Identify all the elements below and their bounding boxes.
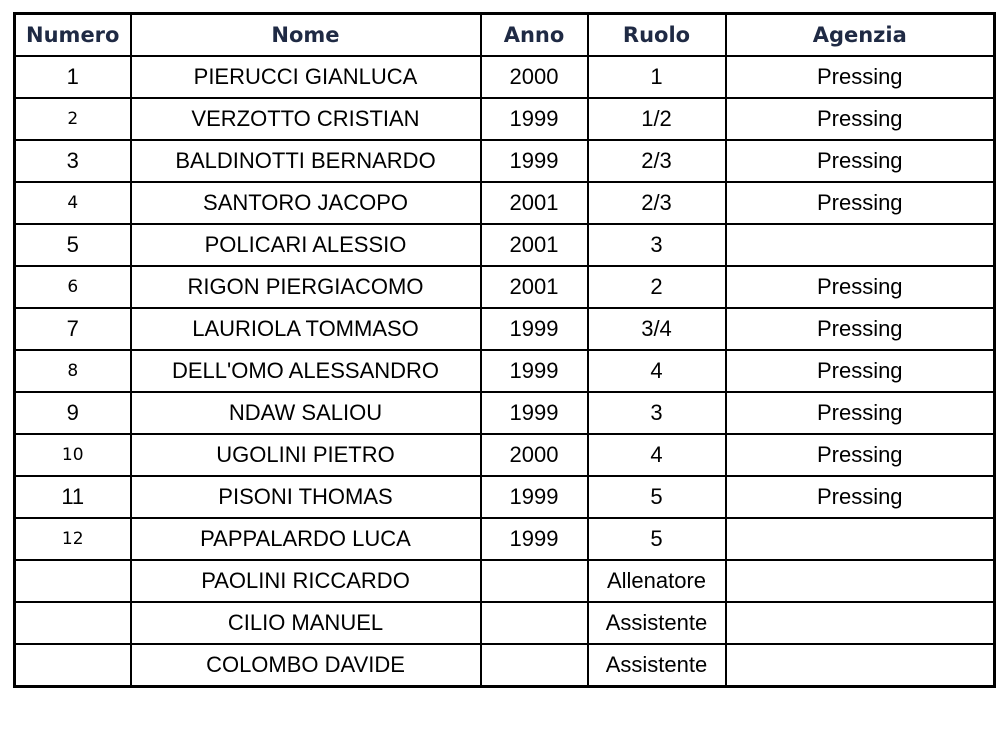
table-row bbox=[15, 476, 995, 518]
cell-ruolo: 3 bbox=[588, 392, 726, 434]
cell-numero: 9 bbox=[15, 392, 131, 434]
cell-numero: 5 bbox=[15, 224, 131, 266]
cell-ruolo: 3/4 bbox=[588, 308, 726, 350]
cell-agenzia: Pressing bbox=[726, 182, 995, 224]
table-row bbox=[15, 392, 995, 434]
table-row bbox=[15, 98, 995, 140]
cell-ruolo: 1 bbox=[588, 56, 726, 98]
header-anno: Anno bbox=[481, 14, 588, 57]
cell-numero: 10 bbox=[15, 434, 131, 476]
cell-agenzia: Pressing bbox=[726, 266, 995, 308]
cell-ruolo: 2 bbox=[588, 266, 726, 308]
cell-agenzia: Pressing bbox=[726, 98, 995, 140]
cell-nome: NDAW SALIOU bbox=[131, 392, 481, 434]
table-row bbox=[15, 644, 995, 687]
table-row bbox=[15, 224, 995, 266]
cell-agenzia bbox=[726, 602, 995, 644]
table-row bbox=[15, 182, 995, 224]
table-row bbox=[15, 56, 995, 98]
table-row bbox=[15, 266, 995, 308]
cell-ruolo: 5 bbox=[588, 518, 726, 560]
cell-numero bbox=[15, 602, 131, 644]
cell-anno: 2001 bbox=[481, 224, 588, 266]
table-row bbox=[15, 434, 995, 476]
cell-ruolo: Assistente bbox=[588, 602, 726, 644]
cell-ruolo: Assistente bbox=[588, 644, 726, 687]
cell-numero: 2 bbox=[15, 98, 131, 140]
cell-anno: 1999 bbox=[481, 476, 588, 518]
cell-agenzia: Pressing bbox=[726, 56, 995, 98]
cell-agenzia bbox=[726, 518, 995, 560]
cell-nome: LAURIOLA TOMMASO bbox=[131, 308, 481, 350]
cell-anno: 2000 bbox=[481, 434, 588, 476]
table-body bbox=[15, 56, 995, 687]
cell-nome: VERZOTTO CRISTIAN bbox=[131, 98, 481, 140]
cell-numero: 4 bbox=[15, 182, 131, 224]
cell-anno: 1999 bbox=[481, 392, 588, 434]
cell-nome: RIGON PIERGIACOMO bbox=[131, 266, 481, 308]
cell-nome: PIERUCCI GIANLUCA bbox=[131, 56, 481, 98]
cell-agenzia: Pressing bbox=[726, 308, 995, 350]
cell-numero: 1 bbox=[15, 56, 131, 98]
cell-anno: 2000 bbox=[481, 56, 588, 98]
cell-numero: 11 bbox=[15, 476, 131, 518]
cell-numero: 3 bbox=[15, 140, 131, 182]
cell-anno: 1999 bbox=[481, 518, 588, 560]
table-row bbox=[15, 560, 995, 602]
cell-numero: 12 bbox=[15, 518, 131, 560]
cell-nome: BALDINOTTI BERNARDO bbox=[131, 140, 481, 182]
cell-nome: SANTORO JACOPO bbox=[131, 182, 481, 224]
cell-nome: COLOMBO DAVIDE bbox=[131, 644, 481, 687]
table-row bbox=[15, 140, 995, 182]
cell-nome: POLICARI ALESSIO bbox=[131, 224, 481, 266]
cell-ruolo: 1/2 bbox=[588, 98, 726, 140]
cell-anno: 1999 bbox=[481, 98, 588, 140]
cell-anno bbox=[481, 602, 588, 644]
cell-anno: 2001 bbox=[481, 266, 588, 308]
cell-anno: 1999 bbox=[481, 308, 588, 350]
cell-anno: 1999 bbox=[481, 140, 588, 182]
table-header bbox=[15, 14, 995, 57]
header-agenzia: Agenzia bbox=[726, 14, 995, 57]
cell-anno bbox=[481, 560, 588, 602]
header-nome: Nome bbox=[131, 14, 481, 57]
cell-agenzia: Pressing bbox=[726, 140, 995, 182]
cell-numero: 7 bbox=[15, 308, 131, 350]
header-numero: Numero bbox=[15, 14, 131, 57]
cell-agenzia: Pressing bbox=[726, 392, 995, 434]
cell-ruolo: 3 bbox=[588, 224, 726, 266]
header-ruolo: Ruolo bbox=[588, 14, 726, 57]
table-row bbox=[15, 518, 995, 560]
cell-numero bbox=[15, 560, 131, 602]
cell-anno bbox=[481, 644, 588, 687]
cell-agenzia bbox=[726, 560, 995, 602]
cell-agenzia: Pressing bbox=[726, 350, 995, 392]
cell-nome: PAPPALARDO LUCA bbox=[131, 518, 481, 560]
cell-agenzia bbox=[726, 644, 995, 687]
cell-agenzia: Pressing bbox=[726, 434, 995, 476]
cell-numero: 6 bbox=[15, 266, 131, 308]
cell-ruolo: 5 bbox=[588, 476, 726, 518]
cell-ruolo: 4 bbox=[588, 350, 726, 392]
cell-numero: 8 bbox=[15, 350, 131, 392]
cell-anno: 1999 bbox=[481, 350, 588, 392]
roster-table bbox=[13, 12, 996, 688]
cell-ruolo: 2/3 bbox=[588, 182, 726, 224]
table-row bbox=[15, 308, 995, 350]
table-row bbox=[15, 350, 995, 392]
cell-agenzia bbox=[726, 224, 995, 266]
cell-agenzia: Pressing bbox=[726, 476, 995, 518]
header-row bbox=[15, 14, 995, 57]
cell-nome: PAOLINI RICCARDO bbox=[131, 560, 481, 602]
cell-numero bbox=[15, 644, 131, 687]
cell-anno: 2001 bbox=[481, 182, 588, 224]
cell-ruolo: Allenatore bbox=[588, 560, 726, 602]
cell-nome: UGOLINI PIETRO bbox=[131, 434, 481, 476]
cell-ruolo: 4 bbox=[588, 434, 726, 476]
cell-nome: PISONI THOMAS bbox=[131, 476, 481, 518]
cell-nome: DELL'OMO ALESSANDRO bbox=[131, 350, 481, 392]
table-row bbox=[15, 602, 995, 644]
cell-ruolo: 2/3 bbox=[588, 140, 726, 182]
cell-nome: CILIO MANUEL bbox=[131, 602, 481, 644]
